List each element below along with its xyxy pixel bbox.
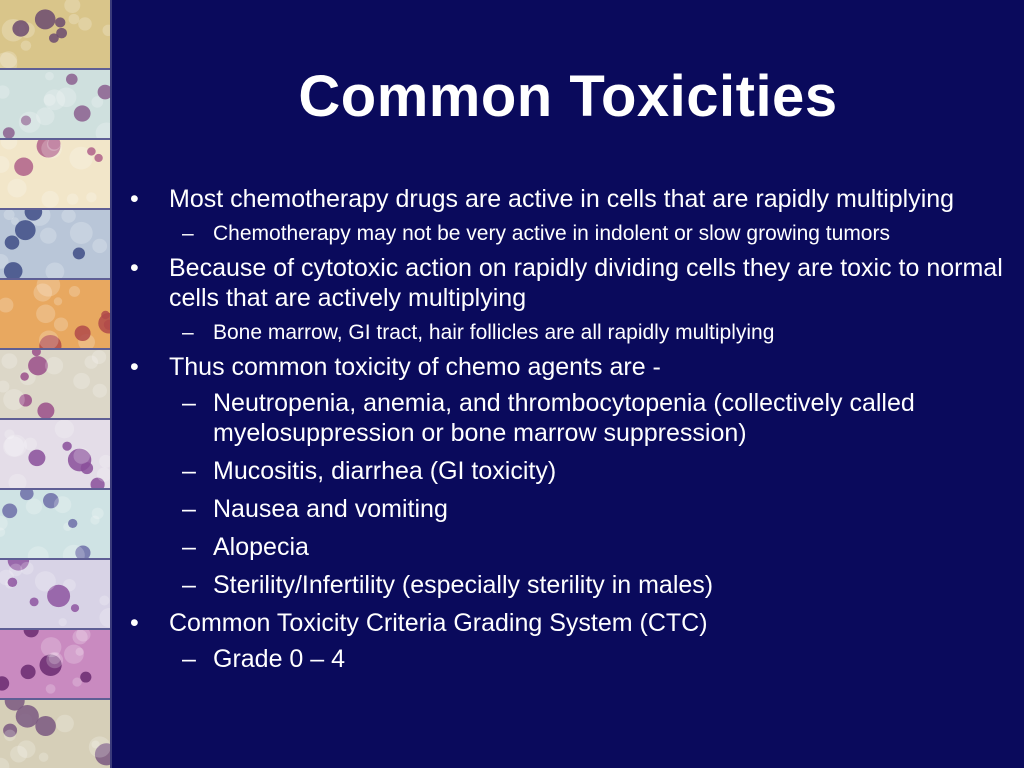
cell-shape <box>42 191 59 208</box>
cell-shape <box>7 179 26 198</box>
cell-shape <box>9 564 22 577</box>
cell-shape <box>35 571 56 591</box>
cell-shape <box>30 597 39 606</box>
cell-shape <box>54 297 62 305</box>
cell-shape <box>76 648 84 656</box>
cell-shape <box>20 562 33 575</box>
sub-bullet-text: Bone marrow, GI tract, hair follicles are all rapidly multiplying <box>213 321 775 344</box>
cell-smear-image <box>0 560 110 628</box>
cell-smear-image <box>0 630 110 698</box>
cell-smear-image <box>0 140 110 208</box>
microscopy-tile <box>0 560 110 630</box>
sub-bullet-item <box>130 220 1010 247</box>
sub-bullet-text: Alopecia <box>213 533 309 561</box>
cell-smear-image <box>0 0 110 68</box>
microscopy-tile <box>0 70 110 140</box>
bullet-text: Most chemotherapy drugs are active in cells that are rapidly multiplying <box>169 185 955 213</box>
sub-bullet-text: Neutropenia, anemia, and thrombocytopenia (collectively called myelosuppression or bone marrow suppression) <box>213 389 915 447</box>
cell-shape <box>86 192 96 202</box>
cell-shape <box>94 154 102 162</box>
cell-shape <box>92 508 104 520</box>
cell-shape <box>62 442 71 451</box>
microscopy-tile <box>0 490 110 560</box>
cell-shape <box>1 353 17 368</box>
cell-shape <box>55 420 74 438</box>
cell-shape <box>75 325 91 341</box>
cell-shape <box>55 17 65 27</box>
cell-shape <box>92 239 107 253</box>
cell-shape <box>72 678 81 687</box>
bullet-marker: • <box>130 353 139 381</box>
bullet-list <box>130 184 1010 682</box>
sub-bullet-text: Sterility/Infertility (especially sterility in males) <box>213 571 714 599</box>
cell-shape <box>44 94 56 106</box>
cell-smear-image <box>0 420 110 488</box>
bullet-item <box>130 352 1010 382</box>
cell-shape <box>54 317 68 331</box>
cell-shape <box>87 147 96 155</box>
cell-shape <box>46 684 56 694</box>
cell-shape <box>5 235 20 249</box>
cell-shape <box>3 389 25 410</box>
bullet-text: Because of cytotoxic action on rapidly dividing cells they are toxic to normal cells that are actively multiplying <box>169 254 1003 312</box>
dash-marker: – <box>182 495 196 523</box>
cell-shape <box>73 247 85 259</box>
cell-shape <box>67 194 79 205</box>
sub-bullet-item <box>130 456 1010 486</box>
cell-shape <box>20 372 29 380</box>
cell-shape <box>19 112 41 133</box>
sub-bullet-text: Grade 0 – 4 <box>213 645 346 673</box>
cell-shape <box>46 652 63 668</box>
sub-bullet-item <box>130 494 1010 524</box>
microscopy-tile <box>0 0 110 70</box>
cell-smear-image <box>0 210 110 278</box>
cell-shape <box>69 14 80 24</box>
cell-shape <box>93 384 107 398</box>
dash-marker: – <box>182 457 196 485</box>
cell-shape <box>56 28 67 38</box>
microscopy-tile <box>0 140 110 210</box>
cell-shape <box>56 715 74 732</box>
dash-marker: – <box>182 571 196 599</box>
microscopy-image-strip <box>0 0 112 768</box>
cell-shape <box>74 448 90 464</box>
cell-shape <box>26 499 42 515</box>
microscopy-tile <box>0 210 110 280</box>
sub-bullet-item <box>130 570 1010 600</box>
bullet-item <box>130 253 1010 313</box>
bullet-item <box>130 184 1010 214</box>
sub-bullet-item <box>130 319 1010 346</box>
cell-smear-image <box>0 700 110 768</box>
cell-shape <box>78 17 92 30</box>
microscopy-tile <box>0 280 110 350</box>
bullet-marker: • <box>130 254 139 282</box>
microscopy-tile <box>0 420 110 490</box>
cell-shape <box>28 450 45 467</box>
cell-shape <box>4 730 16 741</box>
cell-shape <box>54 496 71 513</box>
cell-shape <box>74 105 91 121</box>
cell-shape <box>34 283 53 301</box>
cell-shape <box>36 304 55 323</box>
sub-bullet-item <box>130 532 1010 562</box>
cell-smear-image <box>0 490 110 558</box>
sub-bullet-text: Mucositis, diarrhea (GI toxicity) <box>213 457 557 485</box>
cell-shape <box>17 740 35 758</box>
cell-shape <box>92 350 106 364</box>
cell-shape <box>8 578 18 587</box>
microscopy-tile <box>0 630 110 700</box>
cell-shape <box>21 41 32 51</box>
cell-shape <box>12 20 29 36</box>
cell-shape <box>80 672 91 683</box>
dash-marker: – <box>182 222 194 245</box>
cell-shape <box>45 72 54 81</box>
cell-shape <box>81 462 93 474</box>
cell-shape <box>73 373 90 389</box>
cell-shape <box>4 435 27 457</box>
dash-marker: – <box>182 389 196 417</box>
cell-smear-image <box>0 280 110 348</box>
cell-shape <box>89 736 110 757</box>
cell-shape <box>21 665 36 680</box>
cell-shape <box>99 596 109 606</box>
cell-shape <box>68 519 77 528</box>
sub-bullet-text: Nausea and vomiting <box>213 495 448 523</box>
cell-shape <box>69 286 80 297</box>
cell-shape <box>71 604 79 612</box>
microscopy-tile <box>0 350 110 420</box>
sub-bullet-item <box>130 388 1010 448</box>
cell-shape <box>59 618 67 626</box>
cell-shape <box>101 311 110 319</box>
bullet-item <box>130 608 1010 638</box>
bullet-marker: • <box>130 185 139 213</box>
cell-smear-image <box>0 70 110 138</box>
cell-shape <box>35 9 56 29</box>
cell-shape <box>14 157 33 175</box>
microscopy-tile <box>0 700 110 768</box>
cell-shape <box>39 753 49 762</box>
bullet-text: Common Toxicity Criteria Grading System (CTC) <box>169 609 708 637</box>
cell-shape <box>28 356 48 375</box>
cell-shape <box>40 228 57 244</box>
cell-shape <box>92 741 100 749</box>
cell-smear-image <box>0 350 110 418</box>
bullet-marker: • <box>130 609 139 637</box>
cell-shape <box>66 74 78 85</box>
cell-shape <box>70 222 93 244</box>
dash-marker: – <box>182 645 196 673</box>
dash-marker: – <box>182 321 194 344</box>
slide-title: Common Toxicities <box>298 64 838 129</box>
sub-bullet-item <box>130 644 1010 674</box>
dash-marker: – <box>182 533 196 561</box>
cell-shape <box>2 504 17 519</box>
cell-shape <box>45 357 63 374</box>
bullet-text: Thus common toxicity of chemo agents are - <box>169 353 661 381</box>
sub-bullet-text: Chemotherapy may not be very active in indolent or slow growing tumors <box>213 222 890 245</box>
